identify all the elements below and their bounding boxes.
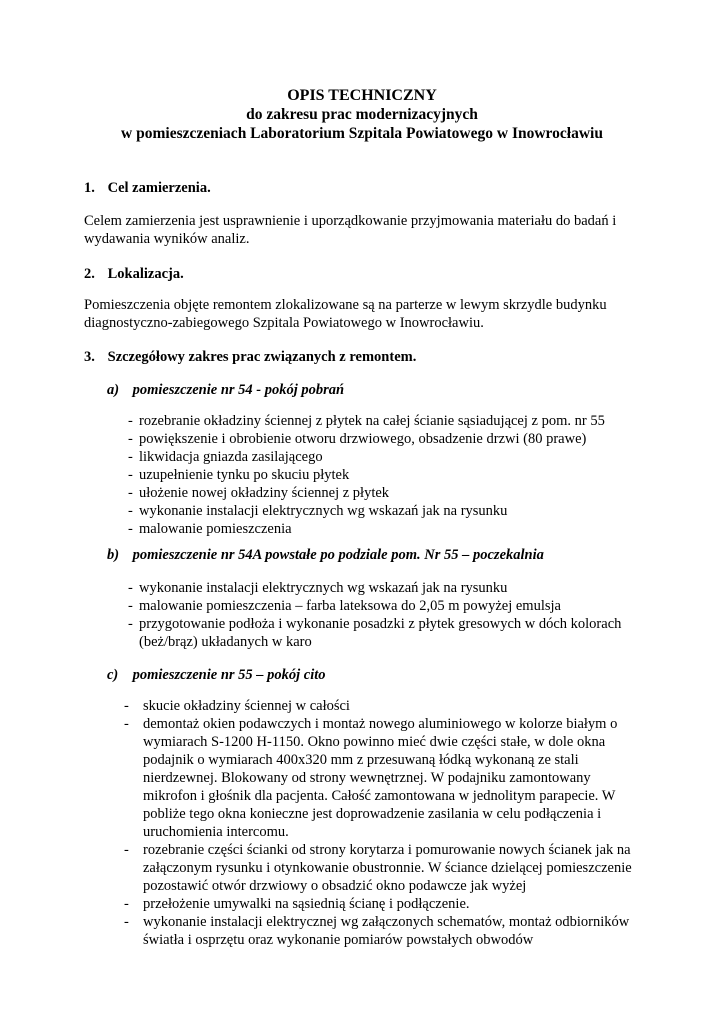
section-number: 2. (84, 266, 95, 282)
list-item: - rozebranie części ścianki od strony korytarza i pomurowanie nowych ścianek jak na załączonym rysunku i otynkowanie obustronnie. W ściance dzielącej pomieszczenie pozostawić otwór drzwiowy o obsadzić okno podawcze jak wyżej (124, 841, 648, 895)
list-item: - przygotowanie podłoża i wykonanie posadzki z płytek gresowych w dóch kolorach (beż/brąz) układanych w karo (128, 615, 648, 651)
room-c-heading (107, 666, 326, 684)
list-item: - demontaż okien podawczych i montaż nowego aluminiowego w kolorze białym o wymiarach S-1200 H-1150. Okno powinno mieć dwie części stałe, w dole okna podajnik o wymiarach 400x320 mm z przesuwaną łódką wykonaną ze stali nierdzewnej. Blokowany od strony wewnętrznej. W podajniku zamontowany mikrofon i głośnik dla pacjenta. Całość zamontowana w jednolitym parapecie. W pobliże tego okna konieczne jest doprowadzenie zasilania w celu podłączenia i uruchomienia intercomu. (124, 715, 648, 841)
list-item: - przełożenie umywalki na sąsiednią ścianę i podłączenie. (124, 895, 648, 913)
section-2-text: Pomieszczenia objęte remontem zlokalizowane są na parterze w lewym skrzydle budynku diagnostyczno-zabiegowego Szpitala Powiatowego w Inowrocławiu. (84, 297, 607, 331)
section-2-heading (84, 265, 184, 283)
section-1-heading (84, 179, 211, 197)
list-item: - powiększenie i obrobienie otworu drzwiowego, obsadzenie drzwi (80 prawe) (128, 430, 648, 448)
list-item: - ułożenie nowej okładziny ściennej z płytek (128, 484, 648, 502)
list-item: - rozebranie okładziny ściennej z płytek na całej ścianie sąsiadującej z pom. nr 55 (128, 412, 648, 430)
title-line-1: OPIS TECHNICZNY (287, 87, 437, 104)
section-1-text: Celem zamierzenia jest usprawnienie i uporządkowanie przyjmowania materiału do badań i wydawania wyników analiz. (84, 213, 617, 247)
section-number: 3. (84, 349, 95, 365)
room-c-list (124, 697, 648, 949)
list-item: - wykonanie instalacji elektrycznych wg wskazań jak na rysunku (128, 579, 648, 597)
room-title: pomieszczenie nr 55 – pokój cito (132, 667, 326, 683)
list-item: - likwidacja gniazda zasilającego (128, 448, 648, 466)
room-a-heading (107, 381, 344, 399)
list-item: - malowanie pomieszczenia – farba lateksowa do 2,05 m powyżej emulsja (128, 597, 648, 615)
section-number: 1. (84, 180, 95, 196)
title-line-2: do zakresu prac modernizacyjnych (246, 106, 478, 123)
room-letter: a) (107, 382, 120, 398)
room-a-list (128, 412, 648, 538)
room-letter: c) (107, 667, 119, 683)
list-item: - uzupełnienie tynku po skuciu płytek (128, 466, 648, 484)
room-title: pomieszczenie nr 54A powstałe po podziale pom. Nr 55 – poczekalnia (132, 547, 544, 563)
list-item: - skucie okładziny ściennej w całości (124, 697, 648, 715)
room-b-list (128, 579, 648, 651)
section-title: Szczegółowy zakres prac związanych z remontem. (107, 349, 417, 365)
section-title: Cel zamierzenia. (107, 180, 211, 196)
room-b-heading (107, 546, 544, 564)
section-3-heading (84, 348, 416, 366)
title-line-3: w pomieszczeniach Laboratorium Szpitala Powiatowego w Inowrocławiu (121, 125, 603, 142)
room-letter: b) (107, 547, 120, 563)
list-item: - wykonanie instalacji elektrycznej wg załączonych schematów, montaż odbiorników światła i osprzętu oraz wykonanie pomiarów powstałych obwodów (124, 913, 648, 949)
list-item: - wykonanie instalacji elektrycznych wg wskazań jak na rysunku (128, 502, 648, 520)
document-title (0, 86, 724, 143)
list-item: - malowanie pomieszczenia (128, 520, 648, 538)
room-title: pomieszczenie nr 54 - pokój pobrań (132, 382, 345, 398)
section-title: Lokalizacja. (107, 266, 184, 282)
